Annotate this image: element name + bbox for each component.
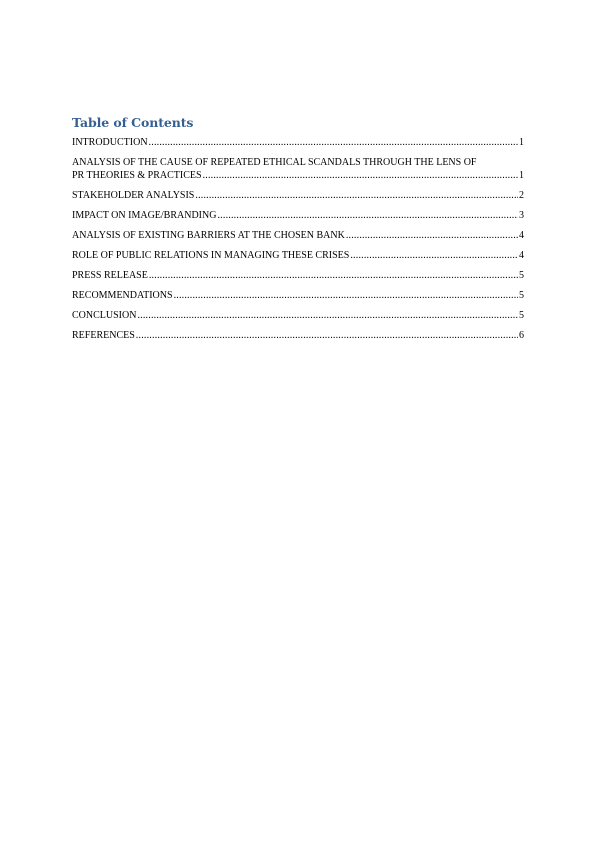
toc-entry-conclusion[interactable] <box>72 309 524 322</box>
toc-dot-leader <box>203 169 518 182</box>
toc-entry-label: ANALYSIS OF THE CAUSE OF REPEATED ETHICAL SCANDALS THROUGH THE LENS OF <box>72 157 477 168</box>
toc-entry-recommendations[interactable] <box>72 289 524 302</box>
table-of-contents <box>72 114 524 349</box>
toc-entry-label: IMPACT ON IMAGE/BRANDING <box>72 210 217 221</box>
toc-entry-label: STAKEHOLDER ANALYSIS <box>72 190 195 201</box>
toc-page-number: 1 <box>519 170 524 181</box>
toc-heading: Table of Contents <box>72 115 194 130</box>
toc-entry-label: PRESS RELEASE <box>72 270 148 281</box>
toc-page-number: 4 <box>519 250 524 261</box>
toc-page-number: 2 <box>519 190 524 201</box>
toc-dot-leader <box>195 189 518 202</box>
toc-dot-leader <box>350 249 518 262</box>
toc-entry-label: REFERENCES <box>72 330 135 341</box>
toc-entry-press-release[interactable] <box>72 269 524 282</box>
toc-entry-label: RECOMMENDATIONS <box>72 290 173 301</box>
toc-dot-leader <box>149 269 518 282</box>
toc-page-number: 5 <box>519 270 524 281</box>
toc-entry-label: CONCLUSION <box>72 310 137 321</box>
toc-entry-analysis-of-cause[interactable] <box>72 156 524 182</box>
toc-entry-label: INTRODUCTION <box>72 137 148 148</box>
toc-page-number: 5 <box>519 310 524 321</box>
toc-page-number: 3 <box>519 210 524 221</box>
toc-dot-leader <box>137 309 518 322</box>
toc-dot-leader <box>149 136 518 149</box>
toc-page-number: 6 <box>519 330 524 341</box>
toc-entry-existing-barriers[interactable] <box>72 229 524 242</box>
toc-dot-leader <box>174 289 518 302</box>
toc-entry-label: ROLE OF PUBLIC RELATIONS IN MANAGING THESE CRISES <box>72 250 350 261</box>
toc-entry-label-continued: PR THEORIES & PRACTICES <box>72 170 202 181</box>
toc-dot-leader <box>217 209 518 222</box>
toc-dot-leader <box>136 329 518 342</box>
toc-dot-leader <box>346 229 518 242</box>
toc-page-number: 4 <box>519 230 524 241</box>
toc-entry-impact-on-image[interactable] <box>72 209 524 222</box>
toc-entry-references[interactable] <box>72 329 524 342</box>
toc-entry-role-of-pr[interactable] <box>72 249 524 262</box>
toc-page-number: 1 <box>519 137 524 148</box>
toc-entry-stakeholder-analysis[interactable] <box>72 189 524 202</box>
toc-entry-label: ANALYSIS OF EXISTING BARRIERS AT THE CHOSEN BANK <box>72 230 345 241</box>
toc-entry-introduction[interactable] <box>72 136 524 149</box>
toc-page-number: 5 <box>519 290 524 301</box>
